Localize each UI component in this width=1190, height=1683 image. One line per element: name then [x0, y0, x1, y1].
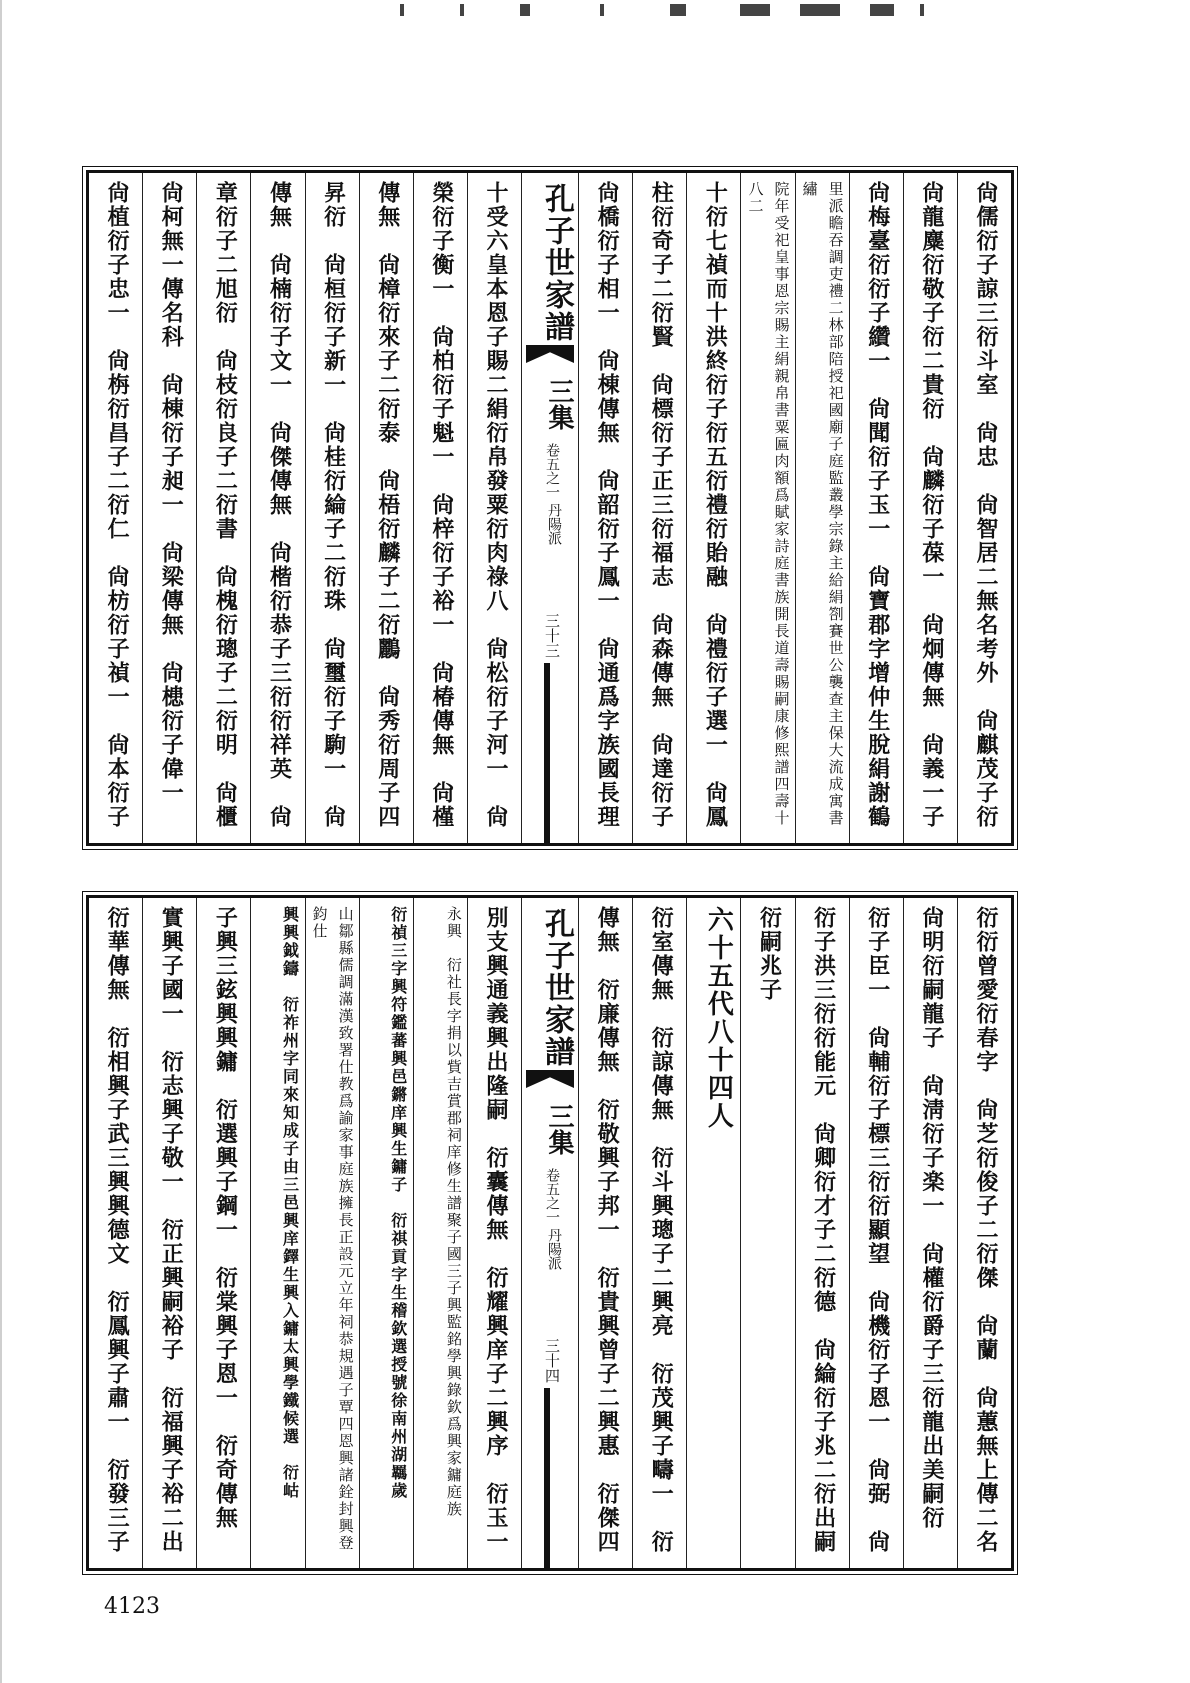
leaf-number: 三十三 [543, 613, 561, 658]
genealogy-column: 院年受祀皇事恩宗賜主絹親帛書粟匾肉額爲賦家詩庭書族開長道壽賜嗣康修熙譜四壽十八二 [740, 173, 794, 843]
branch-label: 丹陽派 [546, 503, 562, 545]
generation-heading-column: 六十五代八十四人 [686, 898, 740, 1568]
juan-label: 卷五之一 [544, 443, 560, 499]
volume-label: 三集 [544, 378, 574, 430]
genealogy-column: 尙植衍子忠一 尙栴衍昌子二衍仁 尙枋衍子禎一 尙本衍子 [104, 181, 131, 829]
genealogy-column: 尙梅臺衍衍子纘一 尙聞衍子玉一 尙寶郡字增仲生脫絹謝鶴 [849, 173, 903, 843]
genealogy-column: 尙橋衍子相一 尙棟傳無 尙韶衍子鳳一 尙通爲字族國長理 [578, 173, 632, 843]
genealogy-column: 十受六皇本恩子賜二絹衍帛發粟衍肉祿八 尙松衍子河一 尙 [467, 173, 521, 843]
fold-line [544, 663, 550, 843]
book-title: 孔子世家譜 [539, 183, 574, 343]
juan-label: 卷五之一 [544, 1168, 560, 1224]
genealogy-column: 尙儒衍子諒三衍斗室 尙忠 尙智居二無名考外 尙麒茂子衍 [957, 173, 1011, 843]
genealogy-column: 衍嗣兆子 [740, 898, 794, 1568]
genealogy-column: 衍禎三字興符鑑蕃興邑鏘庠興生鏞子 衍祺貢字生稽欽選授號徐南州湖羈歲 [359, 898, 413, 1568]
top-scan-artifacts [400, 4, 940, 18]
genealogy-column: 傳無 衍廉傳無 衍敬興子邦一 衍貴興曾子二興惠 衍傑四 [578, 898, 632, 1568]
genealogy-column: 別支興通義興出隆嗣 衍囊傳無 衍耀興庠子二興序 衍玉一 [467, 898, 521, 1568]
genealogy-column: 山鄒縣儒調滿漢致署仕教爲諭家事庭族擁長正設元立年祠恭規遇子覃四恩興諸銓封興登鈞仕 [305, 898, 359, 1568]
branch-label: 丹陽派 [546, 1228, 562, 1270]
center-fold-column [521, 898, 578, 1568]
genealogy-column: 傳無 尙楠衍子文一 尙傑傳無 尙楷衍恭子三衍衍祥英 尙 [250, 173, 304, 843]
book-title: 孔子世家譜 [539, 908, 574, 1068]
genealogy-column: 永興 衍社長字捐以貲吉賞郡祠庠修生譜聚子國三子興監銘學興錄欽爲興家鏞庭族 [413, 898, 467, 1568]
genealogy-column: 昇衍 尙桓衍子新一 尙桂衍綸子二衍珠 尙璽衍子駒一 尙 [305, 173, 359, 843]
genealogy-column: 傳無 尙樟衍來子二衍泰 尙梧衍麟子二衍鸝 尙秀衍周子四 [359, 173, 413, 843]
genealogy-column: 衍子臣一 尙輔衍子標三衍衍顯望 尙機衍子恩一 尙弼 尙 [849, 898, 903, 1568]
genealogy-column: 衍子洪三衍衍能元 尙卿衍才子二衍德 尙綸衍子兆二衍出嗣 [795, 898, 849, 1568]
fish-tail-mark [526, 1070, 574, 1088]
center-fold-column [521, 173, 578, 843]
leaf-number: 三十四 [543, 1338, 561, 1383]
page-left-edge [0, 0, 2, 1683]
genealogy-column: 章衍子二旭衍 尙枝衍良子二衍書 尙槐衍璁子二衍明 尙櫃 [196, 173, 250, 843]
genealogy-column: 榮衍子衡一 尙柏衍子魁一 尙梓衍子裕一 尙椿傳無 尙槿 [413, 173, 467, 843]
genealogy-column: 實興子國一 衍志興子敬一 衍正興嗣裕子 衍福興子裕二出 [142, 898, 196, 1568]
volume-label: 三集 [544, 1103, 574, 1155]
genealogy-column: 子興三鉉興興鏞 衍選興子鋼一 衍棠興子恩一 衍奇傳無 [196, 898, 250, 1568]
genealogy-column: 尙明衍嗣龍子 尙淸衍子楽一 尙權衍爵子三衍龍出美嗣衍 [903, 898, 957, 1568]
genealogy-column: 十衍七禎而十洪終衍子衍五衍禮衍貽融 尙禮衍子選一 尙鳳 [686, 173, 740, 843]
genealogy-column: 興興鉞鑄 衍祚州字同來知成子由三邑興庠鐸生興入鏞太興學鐵候選 衍岵 [250, 898, 304, 1568]
fold-line [544, 1388, 550, 1568]
genealogy-column: 里派瞻吞調吏禮二林部陪授祀國廟子庭監叢學宗錄主給絹劄賽世公襲查主保大流成寓書繡 [795, 173, 849, 843]
genealogy-column: 衍華傳無 衍相興子武三興興德文 衍鳳興子肅一 衍發三子 [104, 906, 131, 1554]
genealogy-column: 尙龍麋衍敬子衍二貴衍 尙麟衍子葆一 尙炯傳無 尙義一子 [903, 173, 957, 843]
page-number: 4123 [104, 1594, 160, 1619]
genealogy-column: 衍室傳無 衍諒傳無 衍斗興璁子二興亮 衍茂興子疇一 衍 [632, 898, 686, 1568]
genealogy-panel-bottom [86, 895, 1014, 1571]
fish-tail-mark [526, 345, 574, 363]
genealogy-column: 尙柯無一傳名科 尙棟衍子昶一 尙梁傳無 尙槵衍子偉一 [142, 173, 196, 843]
genealogy-column: 柱衍奇子二衍賢 尙標衍子正三衍福志 尙森傳無 尙達衍子 [632, 173, 686, 843]
genealogy-column: 衍衍曾愛衍春字 尙芝衍俊子二衍傑 尙蘭 尙蕙無上傳二名 [957, 898, 1011, 1568]
genealogy-panel-top [86, 170, 1014, 846]
